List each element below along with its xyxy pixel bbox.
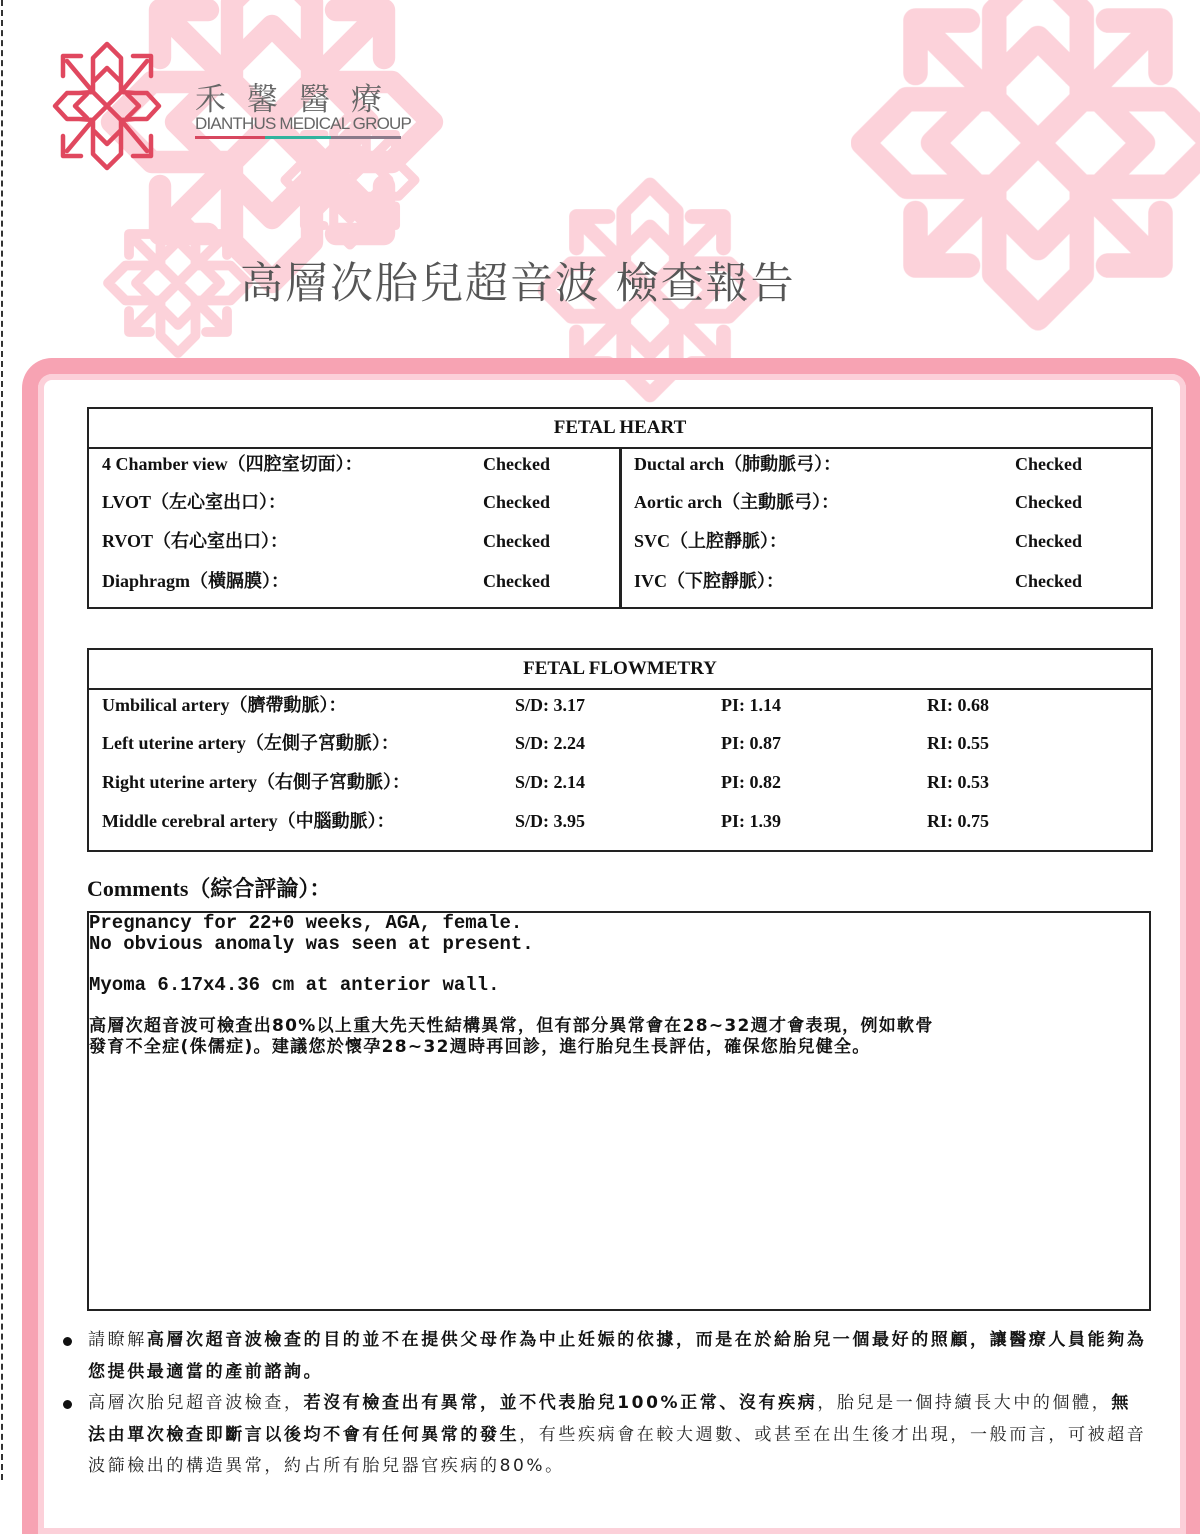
logo-english-name: DIANTHUS MEDICAL GROUP [195, 114, 412, 133]
note-text-bold: 無法由單次檢查即斷言以後均不會有任何異常的發生 [88, 1393, 1131, 1445]
flowmetry-ri: RI: 0.53 [927, 772, 989, 792]
heart-item-value: Checked [1015, 454, 1082, 474]
fetal-heart-table [87, 407, 1153, 609]
note-text-bold: 若沒有檢查出有異常，並不代表胎兒100%正常、沒有疾病 [303, 1393, 818, 1413]
note-text: ，有些疾病會在較大週數、或甚至在出生後才出現，一般而言，可被超音波篩檢出的構造異常，約占所有胎兒器官疾病的80%。 [88, 1424, 1147, 1476]
comment-line: Pregnancy for 22+0 weeks, AGA, female. [89, 912, 523, 934]
note-item [60, 1388, 1150, 1483]
flowmetry-pi: PI: 1.14 [721, 695, 781, 715]
heart-item-label: Diaphragm（橫膈膜）： [102, 571, 290, 591]
heart-item-label: 4 Chamber view（四腔室切面）： [102, 454, 363, 474]
comment-line: No obvious anomaly was seen at present. [89, 933, 534, 955]
logo-chinese-name: 禾馨醫療 [195, 82, 403, 118]
heart-item-value: Checked [1015, 492, 1082, 512]
page-title: 高層次胎兒超音波 檢查報告 [240, 259, 796, 309]
heart-item-value: Checked [1015, 531, 1082, 551]
fetal-flowmetry-heading: FETAL FLOWMETRY [89, 650, 1151, 690]
flowmetry-label: Umbilical artery（臍帶動脈）： [102, 695, 347, 715]
heart-item-value: Checked [1015, 571, 1082, 591]
heart-item-value: Checked [483, 492, 550, 512]
note-text-bold: 高層次超音波檢查的目的並不在提供父母作為中止妊娠的依據，而是在於給胎兒一個最好的照顧，讓醫療人員能夠為您提供最適當的產前諮詢。 [88, 1330, 1147, 1382]
flowmetry-sd: S/D: 2.14 [515, 772, 586, 792]
note-text: ，胎兒是一個持續長大中的個體， [817, 1393, 1112, 1413]
heart-item-value: Checked [483, 454, 550, 474]
flowmetry-ri: RI: 0.55 [927, 733, 989, 753]
flowmetry-label: Right uterine artery（右側子宮動脈）： [102, 772, 410, 792]
flowmetry-sd: S/D: 3.17 [515, 695, 586, 715]
logo-underline [195, 136, 401, 139]
bullet-icon [63, 1400, 72, 1409]
flowmetry-ri: RI: 0.68 [927, 695, 989, 715]
flowmetry-pi: PI: 0.87 [721, 733, 781, 753]
heart-item-value: Checked [483, 571, 550, 591]
comments-textbox[interactable] [87, 911, 1151, 1311]
dianthus-flower-logo-icon [52, 40, 162, 172]
flowmetry-label: Middle cerebral artery（中腦動脈）： [102, 811, 395, 831]
fetal-heart-heading: FETAL HEART [89, 409, 1151, 449]
flowmetry-label: Left uterine artery（左側子宮動脈）： [102, 733, 399, 753]
disclaimer-notes [60, 1325, 1150, 1483]
comment-chinese-line: 高層次超音波可檢查出80%以上重大先天性結構異常，但有部分異常會在28~32週才會表現，例如軟骨 [89, 1016, 934, 1036]
fetal-heart-right-column [622, 449, 1151, 607]
heart-item-label: Aortic arch（主動脈弓）： [634, 492, 840, 512]
note-text: 請瞭解 [88, 1330, 147, 1350]
comment-line: Myoma 6.17x4.36 cm at anterior wall. [89, 974, 500, 996]
heart-item-label: RVOT（右心室出口）： [102, 531, 289, 551]
heart-item-label: IVC（下腔靜脈）： [634, 571, 785, 591]
heart-item-value: Checked [483, 531, 550, 551]
bullet-icon [63, 1337, 72, 1346]
flowmetry-sd: S/D: 3.95 [515, 811, 586, 831]
flowmetry-sd: S/D: 2.24 [515, 733, 586, 753]
heart-item-label: Ductal arch（肺動脈弓）： [634, 454, 842, 474]
comments-label: Comments（綜合評論）： [87, 876, 332, 901]
heart-item-label: LVOT（左心室出口）： [102, 492, 286, 512]
flowmetry-pi: PI: 0.82 [721, 772, 781, 792]
comment-chinese-line: 發育不全症(侏儒症)。建議您於懷孕28~32週時再回診，進行胎兒生長評估，確保您胎兒健全。 [89, 1037, 871, 1057]
flowmetry-ri: RI: 0.75 [927, 811, 989, 831]
fetal-heart-left-column [89, 449, 622, 607]
note-text: 高層次胎兒超音波檢查， [88, 1393, 304, 1413]
note-item [60, 1325, 1150, 1388]
flowmetry-pi: PI: 1.39 [721, 811, 781, 831]
fetal-flowmetry-table [87, 648, 1153, 852]
heart-item-label: SVC（上腔靜脈）： [634, 531, 788, 551]
